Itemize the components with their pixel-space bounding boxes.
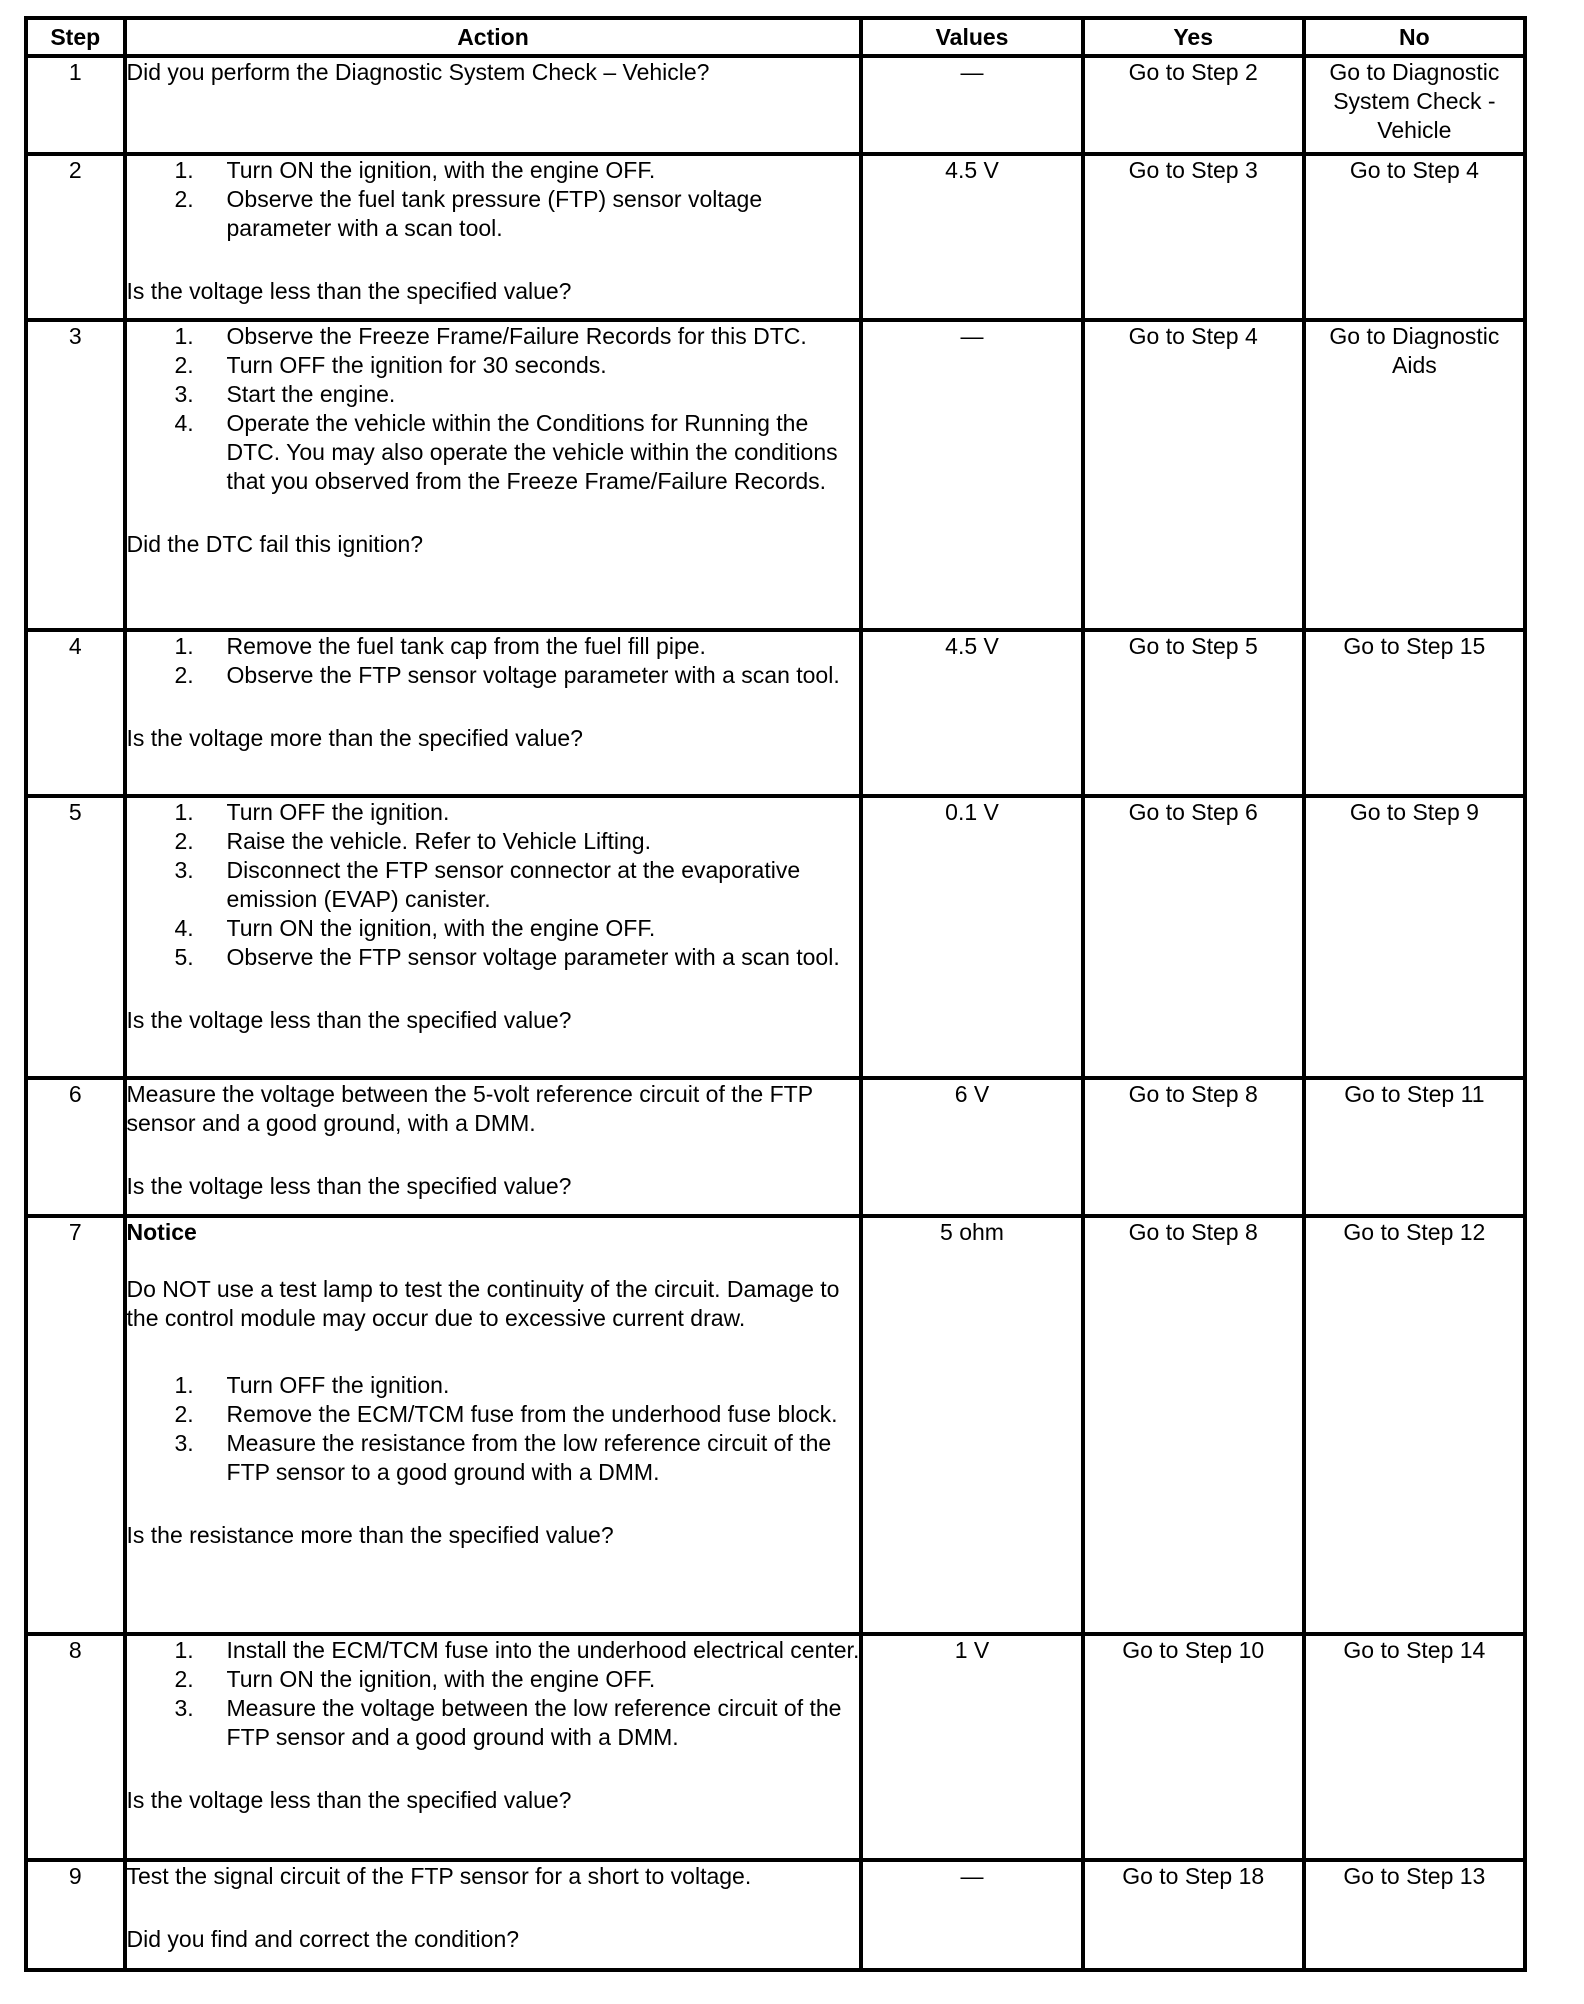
question-text: Is the voltage less than the specified value? [126, 1787, 572, 1813]
instruction-list [127, 632, 860, 690]
table-row [26, 630, 1525, 796]
yes-cell: Go to Step 2 [1083, 56, 1304, 154]
no-cell: Go to Step 13 [1304, 1860, 1525, 1970]
diagnostic-table [24, 16, 1527, 1972]
action-cell [125, 1860, 862, 1970]
action-cell [125, 1216, 862, 1634]
action-text: Measure the voltage between the 5-volt reference circuit of the FTP sensor and a good ground, with a DMM. [126, 1081, 813, 1136]
step-number: 1 [26, 56, 125, 154]
instruction-item: 2. Observe the FTP sensor voltage parameter with a scan tool. [174, 662, 840, 688]
step-number: 5 [26, 796, 125, 1078]
table-row [26, 1078, 1525, 1216]
step-number: 8 [26, 1634, 125, 1860]
instruction-item: 3. Measure the resistance from the low reference circuit of the FTP sensor to a good ground with a DMM. [174, 1430, 832, 1485]
instruction-list [127, 322, 860, 496]
no-cell: Go to Diagnostic Aids [1304, 320, 1525, 630]
yes-cell: Go to Step 10 [1083, 1634, 1304, 1860]
question-text: Is the voltage less than the specified value? [126, 1007, 572, 1033]
value-cell: — [861, 56, 1082, 154]
value-cell: — [861, 1860, 1082, 1970]
instruction-item: 2. Remove the ECM/TCM fuse from the underhood fuse block. [174, 1401, 838, 1427]
step-number: 9 [26, 1860, 125, 1970]
header-no: No [1304, 18, 1525, 56]
table-row [26, 56, 1525, 154]
no-cell: Go to Step 15 [1304, 630, 1525, 796]
yes-cell: Go to Step 5 [1083, 630, 1304, 796]
action-text: Did you perform the Diagnostic System Check – Vehicle? [126, 59, 710, 85]
instruction-item: 3. Start the engine. [174, 381, 396, 407]
instruction-item: 2. Turn ON the ignition, with the engine OFF. [174, 1666, 656, 1692]
header-row [26, 18, 1525, 56]
action-cell [125, 630, 862, 796]
action-cell [125, 320, 862, 630]
value-cell: 1 V [861, 1634, 1082, 1860]
instruction-item: 2. Observe the fuel tank pressure (FTP) sensor voltage parameter with a scan tool. [174, 186, 763, 241]
question-text: Is the voltage less than the specified value? [126, 1173, 572, 1199]
instruction-item: 1. Remove the fuel tank cap from the fuel fill pipe. [174, 633, 706, 659]
header-yes: Yes [1083, 18, 1304, 56]
action-text: Test the signal circuit of the FTP sensor for a short to voltage. [126, 1863, 752, 1889]
question-text: Is the resistance more than the specified value? [126, 1522, 614, 1548]
instruction-list [127, 1371, 860, 1487]
action-cell [125, 154, 862, 320]
action-cell [125, 1078, 862, 1216]
table-row [26, 796, 1525, 1078]
instruction-list [127, 1636, 860, 1752]
instruction-list [127, 798, 860, 972]
instruction-item: 1. Observe the Freeze Frame/Failure Records for this DTC. [174, 323, 807, 349]
value-cell: 4.5 V [861, 154, 1082, 320]
header-action: Action [125, 18, 862, 56]
instruction-item: 1. Turn OFF the ignition. [174, 1372, 450, 1398]
yes-cell: Go to Step 6 [1083, 796, 1304, 1078]
table-row [26, 1216, 1525, 1634]
header-step: Step [26, 18, 125, 56]
instruction-item: 5. Observe the FTP sensor voltage parameter with a scan tool. [174, 944, 840, 970]
instruction-item: 2. Turn OFF the ignition for 30 seconds. [174, 352, 607, 378]
value-cell: 4.5 V [861, 630, 1082, 796]
header-values: Values [861, 18, 1082, 56]
table-row [26, 320, 1525, 630]
step-number: 6 [26, 1078, 125, 1216]
instruction-item: 1. Install the ECM/TCM fuse into the underhood electrical center. [174, 1637, 860, 1663]
instruction-item: 4. Operate the vehicle within the Conditions for Running the DTC. You may also operate the vehicle within the conditions that you observed from the Freeze Frame/Failure Records. [174, 410, 838, 494]
instruction-item: 1. Turn ON the ignition, with the engine OFF. [174, 157, 656, 183]
instruction-item: 3. Disconnect the FTP sensor connector at the evaporative emission (EVAP) canister. [174, 857, 801, 912]
step-number: 4 [26, 630, 125, 796]
instruction-item: 2. Raise the vehicle. Refer to Vehicle Lifting. [174, 828, 651, 854]
question-text: Did the DTC fail this ignition? [126, 531, 424, 557]
no-cell: Go to Diagnostic System Check - Vehicle [1304, 56, 1525, 154]
action-cell [125, 1634, 862, 1860]
no-cell: Go to Step 9 [1304, 796, 1525, 1078]
action-cell [125, 56, 862, 154]
table-row [26, 154, 1525, 320]
step-number: 7 [26, 1216, 125, 1634]
no-cell: Go to Step 12 [1304, 1216, 1525, 1634]
table-row [26, 1860, 1525, 1970]
yes-cell: Go to Step 8 [1083, 1078, 1304, 1216]
question-text: Is the voltage more than the specified value? [126, 725, 583, 751]
no-cell: Go to Step 14 [1304, 1634, 1525, 1860]
value-cell: 6 V [861, 1078, 1082, 1216]
no-cell: Go to Step 4 [1304, 154, 1525, 320]
notice-title: Notice [126, 1219, 197, 1245]
table-row [26, 1634, 1525, 1860]
instruction-item: 3. Measure the voltage between the low reference circuit of the FTP sensor and a good ground with a DMM. [174, 1695, 842, 1750]
value-cell: 5 ohm [861, 1216, 1082, 1634]
instruction-item: 1. Turn OFF the ignition. [174, 799, 450, 825]
value-cell: 0.1 V [861, 796, 1082, 1078]
yes-cell: Go to Step 3 [1083, 154, 1304, 320]
action-cell [125, 796, 862, 1078]
step-number: 3 [26, 320, 125, 630]
step-number: 2 [26, 154, 125, 320]
question-text: Did you find and correct the condition? [126, 1926, 520, 1952]
notice-text: Do NOT use a test lamp to test the continuity of the circuit. Damage to the control module may occur due to excessive current draw. [126, 1276, 840, 1331]
instruction-list [127, 156, 860, 243]
value-cell: — [861, 320, 1082, 630]
instruction-item: 4. Turn ON the ignition, with the engine OFF. [174, 915, 656, 941]
yes-cell: Go to Step 18 [1083, 1860, 1304, 1970]
yes-cell: Go to Step 8 [1083, 1216, 1304, 1634]
yes-cell: Go to Step 4 [1083, 320, 1304, 630]
no-cell: Go to Step 11 [1304, 1078, 1525, 1216]
question-text: Is the voltage less than the specified value? [126, 278, 572, 304]
